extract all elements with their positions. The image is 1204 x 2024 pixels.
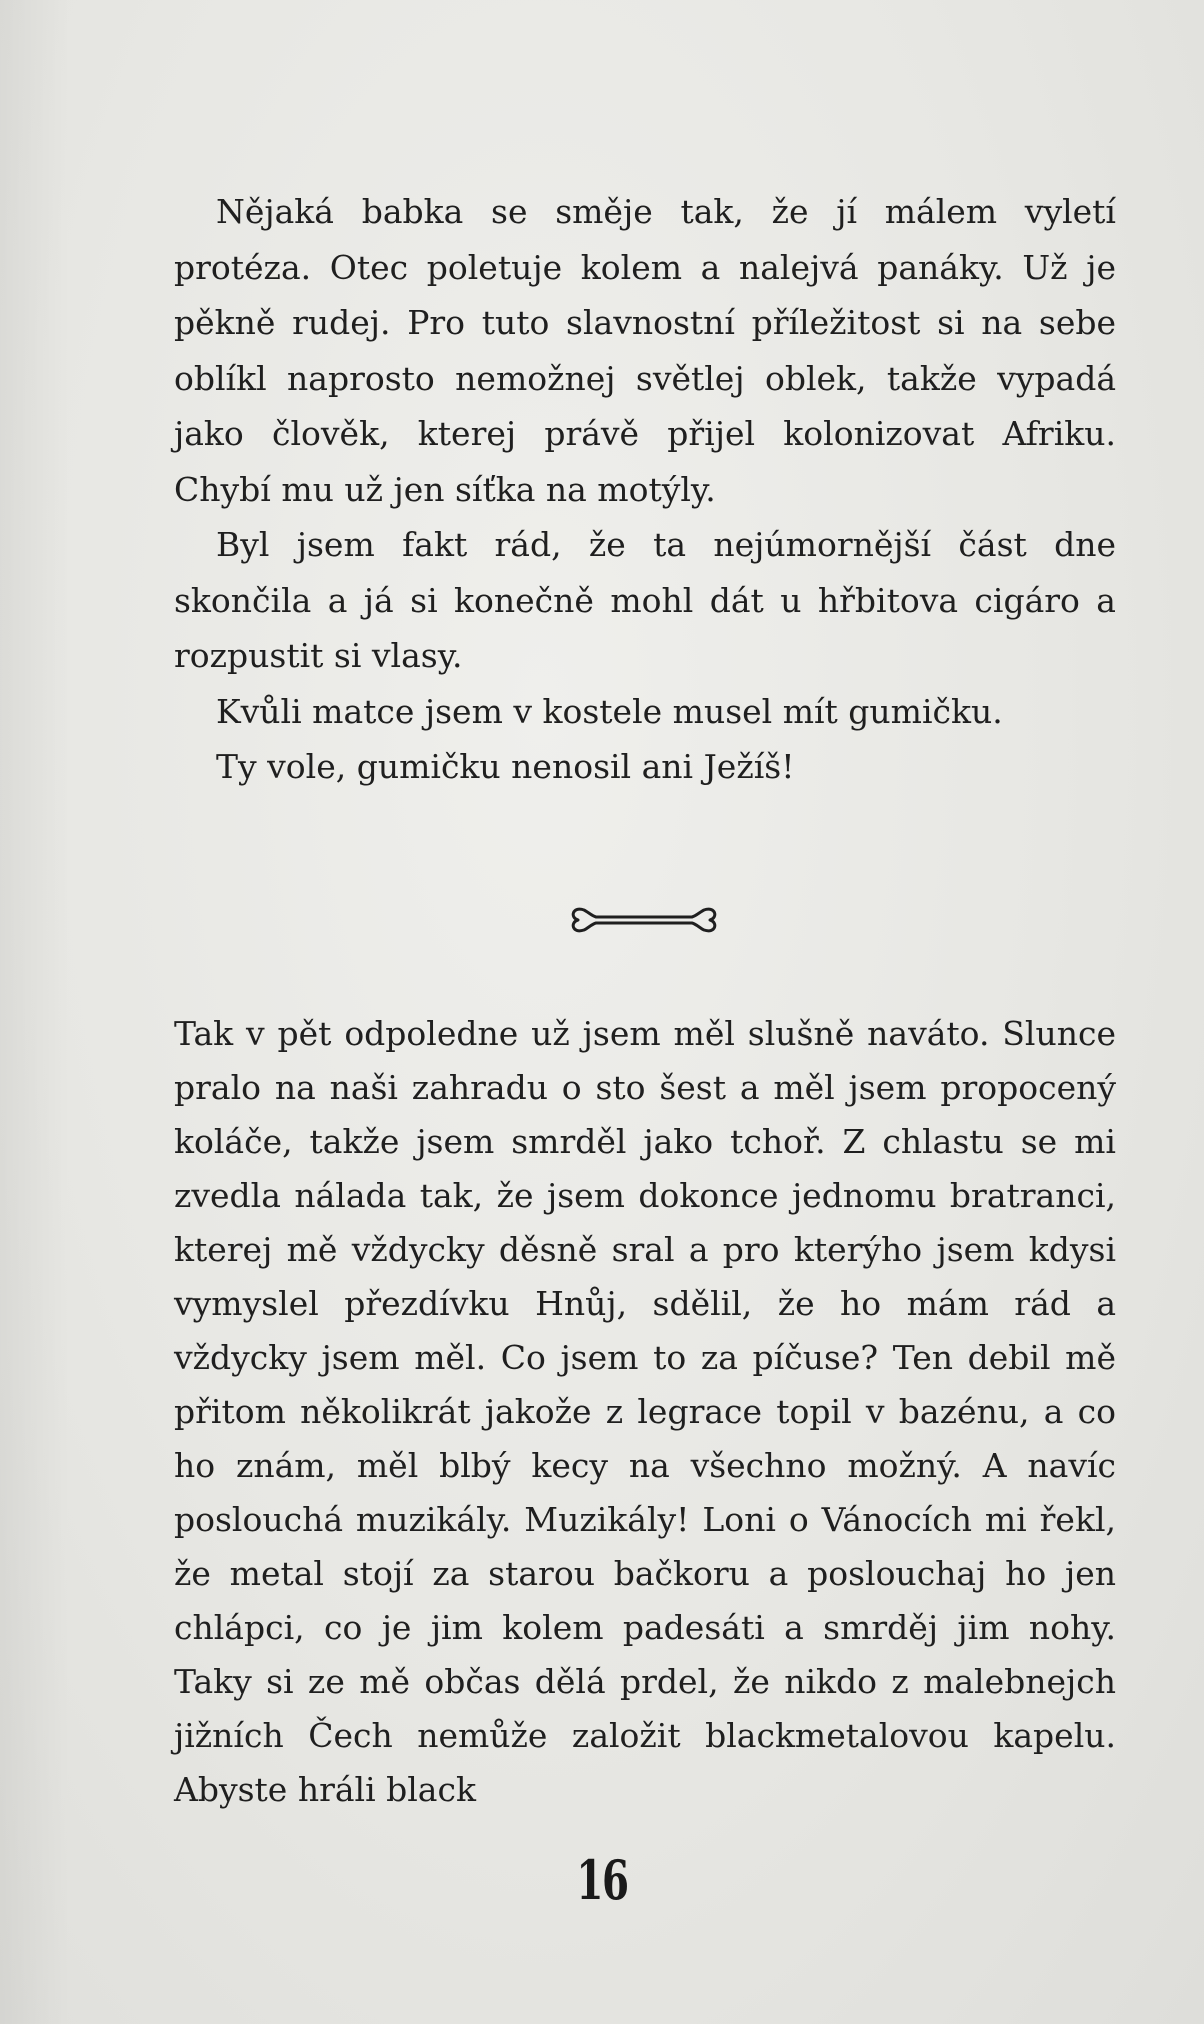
paragraph: Byl jsem fakt rád, že ta nejúmornější část dne skončila a já si konečně mohl dát u hřbitova cigáro a rozpustit si vlasy. (174, 525, 1116, 675)
page-number: 16 (576, 1848, 628, 1912)
paragraph: Nějaká babka se směje tak, že jí málem vyletí protéza. Otec poletuje kolem a nalejvá panáky. Už je pěkně rudej. Pro tuto slavnostní příležitost si na sebe oblíkl naprosto nemožnej světlej oblek, takže vypadá jako člověk, kterej právě přijel kolonizovat Afriku. Chybí mu už jen síťka na motýly. (174, 192, 1116, 509)
paragraph: Kvůli matce jsem v kostele musel mít gumičku. (216, 691, 1003, 731)
text-section-1 (174, 184, 1116, 795)
paragraph: Tak v pět odpoledne už jsem měl slušně naváto. Slunce pralo na naši zahradu o sto šest a měl jsem propocený koláče, takže jsem smrděl jako tchoř. Z chlastu se mi zvedla nálada tak, že jsem dokonce jednomu bratranci, kterej mě vždycky děsně sral a pro kterýho jsem kdysi vymyslel přezdívku Hnůj, sdělil, že ho mám rád a vždycky jsem měl. Co jsem to za píčuse? Ten debil mě přitom několikrát jakože z legrace topil v bazénu, a co ho znám, měl blbý kecy na všechno možný. A navíc poslouchá muzikály. Muzikály! Loni o Vánocích mi řekl, že metal stojí za starou bačkoru a poslouchaj ho jen chlápci, co je jim kolem padesáti a smrděj jim nohy. Taky si ze mě občas dělá prdel, že nikdo z malebnejch jižních Čech nemůže založit blackmetalovou kapelu. Abyste hráli black (174, 1014, 1116, 1809)
page-shadow (0, 0, 70, 2024)
paragraph: Ty vole, gumičku nenosil ani Ježíš! (216, 747, 795, 786)
bone-icon (566, 902, 722, 938)
text-section-2 (174, 1007, 1116, 1817)
